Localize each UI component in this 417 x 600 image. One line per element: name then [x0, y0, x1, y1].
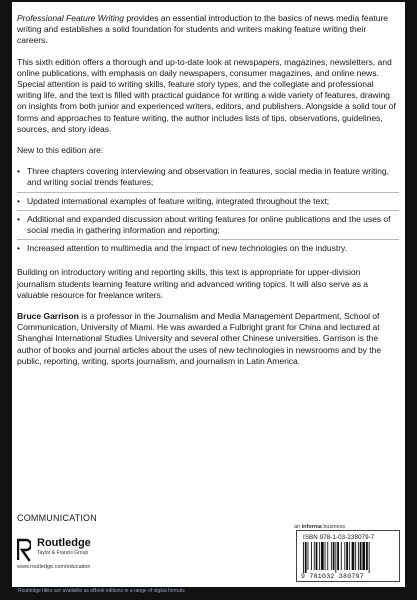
intro-text: provides an essential introduction to the basics of news media feature writing and establishes a solid foundation for students and writers making feature writing their careers.	[17, 13, 388, 46]
publisher-tagline: Taylor & Francis Group	[37, 550, 89, 556]
author-bio	[17, 311, 399, 367]
feature-item: • Updated international examples of feature writing, integrated throughout the text;	[17, 196, 399, 211]
informa-prefix: an	[294, 524, 302, 530]
feature-list	[17, 166, 399, 257]
informa-suffix: business	[321, 524, 346, 530]
routledge-icon	[17, 538, 31, 562]
isbn-label: ISBN 978-1-03-238079-7	[303, 534, 375, 541]
feature-item: • Increased attention to multimedia and the impact of new technologies on the industry.	[17, 243, 399, 257]
intro-paragraph	[17, 13, 399, 47]
audience-paragraph: Building on introductory writing and reporting skills, this text is appropriate for upper-division journalism students learning feature writing and advanced writing topics. It will also serve as a valuable resource for freelance writers.	[17, 267, 369, 300]
barcode-digits: 9 781032 380797	[301, 573, 365, 580]
feature-item: • Additional and expanded discussion about writing features for online publications and the uses of social media in gathering information and reporting;	[17, 214, 399, 240]
barcode-icon	[303, 542, 395, 573]
publisher-url[interactable]: www.routledge.com/education	[17, 564, 91, 570]
subject-category: COMMUNICATION	[17, 513, 97, 523]
author-name: Bruce Garrison	[17, 311, 79, 322]
book-title: Professional Feature Writing	[17, 13, 125, 23]
isbn-barcode-box	[296, 530, 400, 582]
cover-text	[17, 13, 399, 377]
publisher-name: Routledge	[37, 537, 91, 549]
new-edition-heading: New to this edition are:	[17, 145, 104, 156]
ebook-note: Routledge titles are available as eBook editions in a range of digital formats	[18, 588, 185, 594]
informa-word: informa	[301, 524, 322, 530]
edition-paragraph: This sixth edition offers a thorough and up-to-date look at newspapers, magazines, newsletters, and online publications, with emphasis on daily newspapers, consumer magazines, and online news. Special attention is paid to writing skills, feature story types, and the collegiate and professional writing life, and the text is filled with practical guidance for writing a wide variety of features, drawing on insights from both junior and experienced writers, editors, and publishers. Alongside a solid tour of forms and approaches to feature writing, the author includes lists of tips, observations, guidelines, sources, and story ideas.	[17, 56, 396, 134]
footer-strip	[12, 587, 405, 598]
feature-item: • Three chapters covering interviewing and observation in features, social media in feature writing, and writing social trends features;	[17, 166, 399, 192]
publisher-logo	[17, 536, 167, 576]
author-bio-text: is a professor in the Journalism and Media Management Department, School of Communication, University of Miami. He was awarded a Fulbright grant for China and lectured at Shanghai International Studies University and several other Chinese universities. Garrison is the author of books and journal articles about the uses of new technologies in newsrooms and by the public, reporting, writing, sports journalism, and journalism in Latin America.	[17, 311, 382, 366]
